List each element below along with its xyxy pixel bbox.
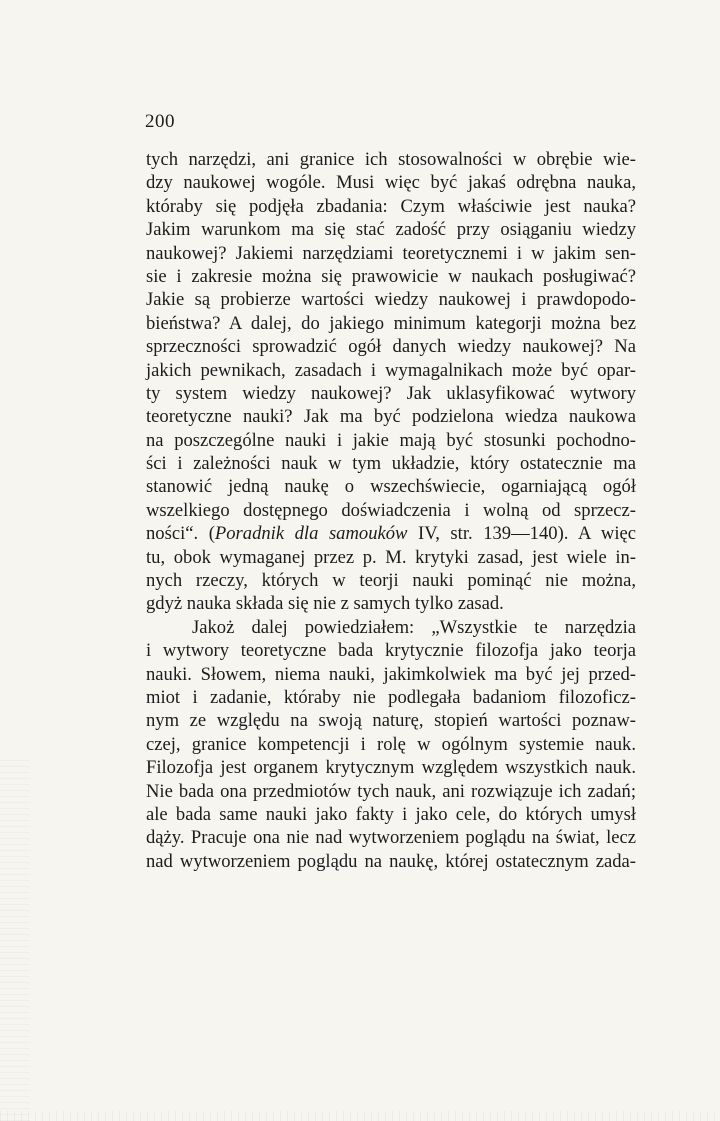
- text-line: sprzeczności sprowadzić ogół danych wiedzy naukowej? Na: [146, 336, 636, 358]
- text-line: bieństwa? A dalej, do jakiego minimum kategorji można bez: [146, 312, 636, 334]
- paragraph-start-line: Jakoż dalej powiedziałem: „Wszystkie te narzędzia: [192, 616, 636, 638]
- scan-artifact-left: [0, 760, 30, 1121]
- text-line: ale bada same nauki jako fakty i jako cele, do których umysł: [146, 803, 636, 825]
- text-line: teoretyczne nauki? Jak ma być podzielona wiedza naukowa: [146, 406, 636, 428]
- text-line: nauki. Słowem, niema nauki, jakimkolwiek ma być jej przed-: [146, 663, 636, 685]
- citation-line: [146, 522, 636, 545]
- text-line: tych narzędzi, ani granice ich stosowalności w obrębie wie-: [146, 149, 636, 170]
- citation-before: ności“. (: [146, 523, 215, 545]
- text-line: nym ze względu na swoją naturę, stopień wartości poznaw-: [146, 710, 636, 732]
- citation-title: Poradnik dla samouków: [214, 523, 408, 545]
- text-line: Nie bada ona przedmiotów tych nauk, ani rozwiązuje ich zadań;: [146, 780, 636, 802]
- text-line: Jakim warunkom ma się stać zadość przy osiąganiu wiedzy: [146, 219, 636, 241]
- text-line: i wytwory teoretyczne bada krytycznie filozofja jako teorja: [146, 640, 636, 662]
- body-text: [146, 148, 636, 873]
- paragraph-end-line: gdyż nauka składa się nie z samych tylko zasad.: [146, 593, 504, 615]
- text-line: nych rzeczy, których w teorji nauki pominąć nie można,: [146, 570, 636, 592]
- text-line: ści i zależności nauk w tym układzie, który ostatecznie ma: [146, 453, 636, 475]
- text-line: Filozofja jest organem krytycznym względem wszystkich nauk.: [146, 757, 636, 779]
- scan-artifact-bottom: [0, 1111, 720, 1121]
- text-line: jakich pewnikach, zasadach i wymagalnikach może być opar-: [146, 359, 636, 381]
- text-line: dąży. Pracuje ona nie nad wytworzeniem poglądu na świat, lecz: [146, 827, 636, 849]
- text-line: sie i zakresie można się prawowicie w naukach posługiwać?: [146, 265, 636, 287]
- text-line: tu, obok wymaganej przez p. M. krytyki zasad, jest wiele in-: [146, 546, 636, 568]
- text-line: ty system wiedzy naukowej? Jak uklasyfikować wytwory: [146, 382, 636, 404]
- citation-after: IV, str. 139—140). A więc: [407, 523, 636, 545]
- text-line: dzy naukowej wogóle. Musi więc być jakaś odrębna nauka,: [146, 172, 636, 194]
- text-line: na poszczególne nauki i jakie mają być stosunki pochodno-: [146, 429, 636, 451]
- page-number: 200: [145, 111, 175, 132]
- text-line: nad wytworzeniem poglądu na naukę, której ostatecznym zada-: [146, 850, 636, 872]
- text-line: miot i zadanie, któraby nie podlegała badaniom filozoficz-: [146, 686, 636, 708]
- text-line: Jakie są probierze wartości wiedzy naukowej i prawdopodo-: [146, 289, 636, 311]
- text-line: stanowić jedną naukę o wszechświecie, ogarniającą ogół: [146, 476, 636, 498]
- text-line: któraby się podjęła zbadania: Czym właściwie jest nauka?: [146, 195, 636, 217]
- text-line: wszelkiego dostępnego doświadczenia i wolną od sprzecz-: [146, 499, 636, 521]
- text-line: naukowej? Jakiemi narzędziami teoretycznemi i w jakim sen-: [146, 242, 636, 264]
- text-line: czej, granice kompetencji i rolę w ogólnym systemie nauk.: [146, 733, 636, 755]
